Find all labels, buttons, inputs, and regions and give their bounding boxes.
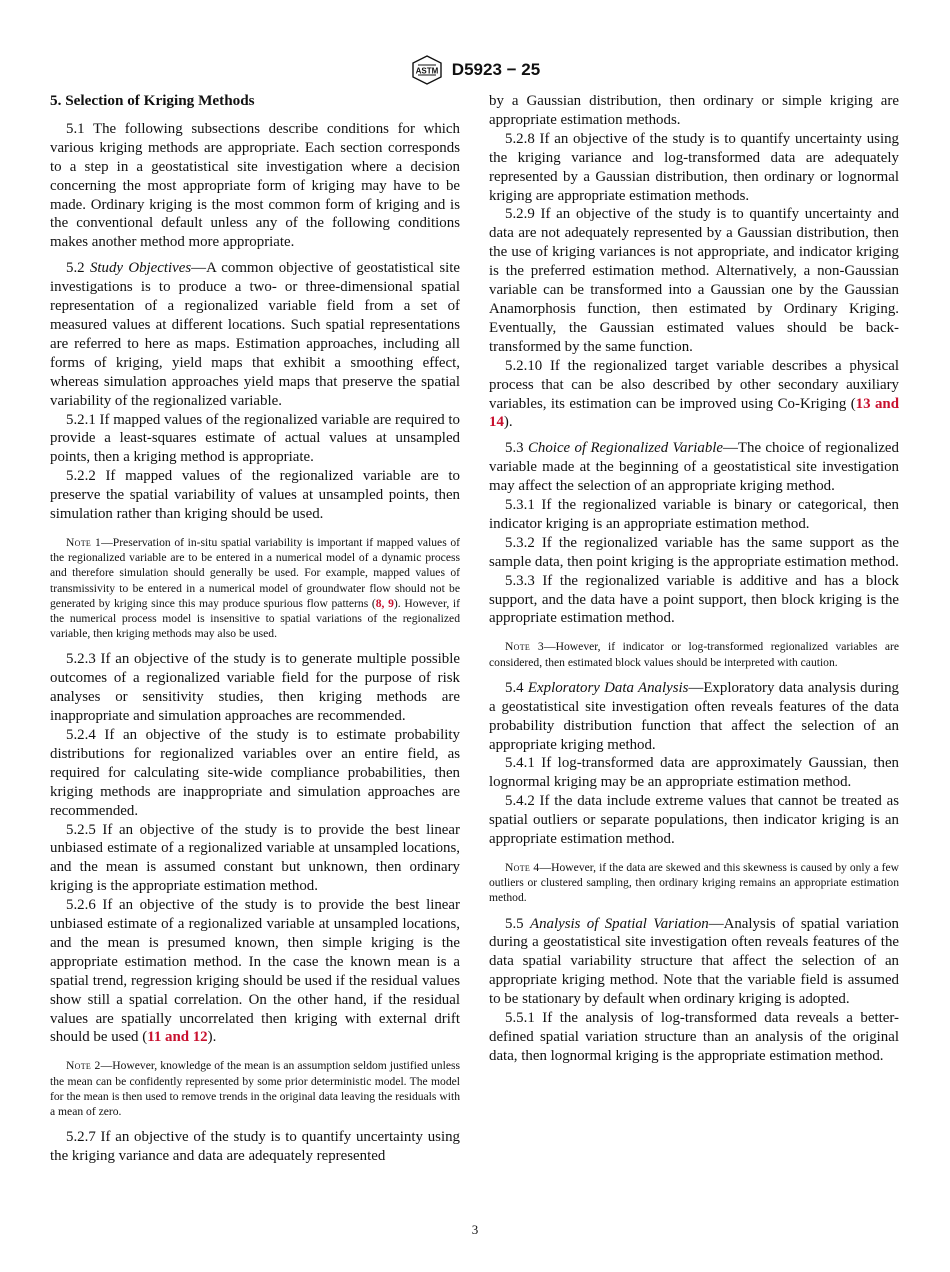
section-text: —The choice of regionalized variable made at the beginning of a geostatistical site investigation may affect the selection of an appropriate kriging method.: [489, 440, 899, 495]
paragraph-tail: ).: [207, 1029, 217, 1046]
astm-logo-icon: [410, 55, 444, 85]
note-label: Note 4: [505, 860, 540, 874]
left-column: [50, 92, 460, 1166]
section-text: —A common objective of geostatistical site investigations is to produce a two- or three-dimensional spatial representation of a regionalized variable field from a set of measured values at different locations. Such spatial representations are referred to here as maps. Estimation approaches, including all forms of kriging, yield maps that exhibit a smoothing effect, whereas simulation approaches yield maps that preserve the spatial variability of the regionalized variable.: [50, 260, 460, 409]
note-label: Note 1: [66, 535, 102, 549]
note-4: [489, 860, 899, 906]
paragraph-5-2: [50, 259, 460, 410]
section-title: Choice of Regionalized Variable: [527, 440, 724, 457]
right-column: [489, 92, 899, 1066]
paragraph-5-2-10: [489, 357, 899, 433]
note-label: Note 2: [66, 1059, 101, 1073]
astm-logo-text: ASTM: [415, 66, 439, 76]
page-number: 3: [471, 1222, 479, 1237]
paragraph-5-3-3: 5.3.3 If the regionalized variable is additive and has a block support, and the data have a point support, then block kriging is the appropriate estimation method.: [489, 572, 899, 627]
section-number: 5.5: [505, 915, 524, 932]
paragraph-5-2-1: 5.2.1 If mapped values of the regionalized variable are required to provide a least-squares estimate of actual values at unsampled points, then a kriging method is appropriate.: [50, 411, 460, 466]
note-3: [489, 639, 899, 669]
paragraph-text: 5.2.6 If an objective of the study is to provide the best linear unbiased estimate of a regionalized variable at unsampled locations, and the mean is presumed known, then simple kriging is the appropriate estimation method. In the case the known mean is a spatial trend, regression kriging should be used if the residual values show still a spatial correlation. On the other hand, if the residual values are spatially uncorrelated then kriging with external drift should be used (: [50, 897, 460, 1046]
paragraph-5-3-1: 5.3.1 If the regionalized variable is binary or categorical, then indicator kriging is an appropriate estimation method.: [489, 497, 899, 532]
paragraph-5-5-1: 5.5.1 If the analysis of log-transformed data reveals a better-defined spatial variation structure than an analysis of the original data, then lognormal kriging is the appropriate estimation method.: [489, 1010, 899, 1064]
paragraph-5-4-2: 5.4.2 If the data include extreme values that cannot be treated as spatial outliers or separate populations, then indicator kriging is an appropriate estimation method.: [489, 793, 899, 848]
note-label: Note 3: [505, 640, 545, 654]
note-text: —However, if the data are skewed and this skewness is caused by only a few outliers or clustered sampling, then ordinary kriging remains an appropriate estimation method.: [489, 860, 900, 905]
reference-link-11-12[interactable]: 11 and 12: [147, 1029, 208, 1046]
document-designation: D5923 − 25: [451, 60, 541, 79]
paragraph-5-2-3: 5.2.3 If an objective of the study is to generate multiple possible outcomes of a regionalized variable field for the purpose of risk analyses or sensitivity studies, then kriging methods are inappropriate and simulation approaches are recommended.: [50, 651, 460, 725]
paragraph-5-3: [489, 439, 899, 496]
section-title: Analysis of Spatial Variation: [529, 915, 709, 932]
paragraph-5-2-7-continued: by a Gaussian distribution, then ordinary or simple kriging are appropriate estimation methods.: [489, 93, 899, 128]
paragraph-5-2-6: [50, 896, 460, 1047]
note-1: [50, 535, 460, 641]
paragraph-5-1: 5.1 The following subsections describe conditions for which various kriging methods are appropriate. Each section corresponds to a step in a geostatistical site investigation where a decision concerning the most appropriate form of kriging may have to be made. Ordinary kriging is the most common form of kriging and is the conventional default unless any of the following conditions makes another method more appropriate.: [50, 120, 460, 251]
paragraph-5-2-9: 5.2.9 If an objective of the study is to quantify uncertainty and data are not adequately represented by a Gaussian distribution, then the use of kriging variances is not appropriate, and indicator kriging is the preferred estimation method. Alternatively, a non-Gaussian variable can be transformed into a Gaussian one by the Gaussian Anamorphosis function, then estimated by Ordinary Kriging. Eventually, the Gaussian estimated values should be back-transformed by the same function.: [489, 206, 899, 355]
page-header: [0, 55, 950, 85]
paragraph-5-2-7-start: 5.2.7 If an objective of the study is to quantify uncertainty using the kriging variance and data are adequately represented: [50, 1129, 460, 1165]
section-title: Exploratory Data Analysis: [527, 679, 689, 696]
paragraph-5-2-2: 5.2.2 If mapped values of the regionalized variable are to preserve the spatial variability of values at unsampled points, then simulation rather than kriging should be used.: [50, 468, 460, 523]
note-tail: ). However, if the numerical process model is insensitive to spatial variations of the regionalized variable, then kriging methods may also be used.: [50, 596, 460, 641]
section-5-heading: 5. Selection of Kriging Methods: [50, 92, 255, 109]
paragraph-5-2-4: 5.2.4 If an objective of the study is to estimate probability distributions for regionalized variables over an entire field, as required for calculating site-wide compliance probabilities, then kriging methods are inappropriate and simulation approaches are recommended.: [50, 726, 460, 819]
section-text: —Analysis of spatial variation during a geostatistical site investigation often reveals features of the data spatial variability structure that affect the selection of an appropriate kriging method. Note that the variable field is assumed to be stationary by default when ordinary kriging is adopted.: [489, 915, 899, 1008]
note-text: —Preservation of in-situ spatial variability is important if mapped values of the regionalized variable are to be entered in a numerical model of a dynamic process and therefore simulation should generally be used. For example, mapped values of transmissivity to be entered in a numerical model of groundwater flow should not be generated by kriging since this may produce spurious flow patterns (: [50, 535, 461, 610]
section-number: 5.2: [66, 260, 85, 277]
paragraph-5-3-2: 5.3.2 If the regionalized variable has the same support as the sample data, then point kriging is the appropriate estimation method.: [489, 534, 899, 570]
reference-link-8-9[interactable]: 8, 9: [375, 596, 394, 610]
paragraph-5-4: [489, 679, 899, 755]
note-text: —However, knowledge of the mean is an assumption seldom justified unless the mean can be confidently represented by some prior deterministic model. The model for the mean is then used to remove trends in the original data leaving the residuals with a mean of zero.: [50, 1059, 460, 1118]
paragraph-5-5: [489, 915, 899, 1010]
paragraph-text: 5.2.10 If the regionalized target variable describes a physical process that can be also described by other secondary auxiliary variables, its estimation can be improved using Co-Kriging (: [489, 357, 899, 412]
reference-link-13-14[interactable]: 13 and 14: [489, 395, 899, 431]
paragraph-tail: ).: [503, 414, 513, 431]
section-number: 5.3: [505, 440, 524, 457]
note-text: —However, if indicator or log-transformed regionalized variables are considered, then estimated block values should be interpreted with caution.: [489, 640, 899, 669]
section-number: 5.4: [505, 679, 524, 696]
section-title: Study Objectives: [89, 260, 192, 277]
paragraph-5-2-8: 5.2.8 If an objective of the study is to quantify uncertainty using the kriging variance and log-transformed data are adequately represented by a Gaussian distribution, then ordinary or lognormal kriging are appropriate estimation methods.: [489, 130, 899, 204]
paragraph-5-2-5: 5.2.5 If an objective of the study is to provide the best linear unbiased estimate of a regionalized variable at unsampled locations, and the mean is assumed constant but unknown, then ordinary kriging is the appropriate estimation method.: [50, 821, 460, 895]
note-2: [50, 1058, 460, 1119]
section-text: —Exploratory data analysis during a geostatistical site investigation often reveals features of the data probability distribution function that affect the selection of an appropriate kriging method.: [489, 679, 899, 753]
paragraph-5-4-1: 5.4.1 If log-transformed data are approximately Gaussian, then lognormal kriging may be an appropriate estimation method.: [489, 755, 899, 791]
